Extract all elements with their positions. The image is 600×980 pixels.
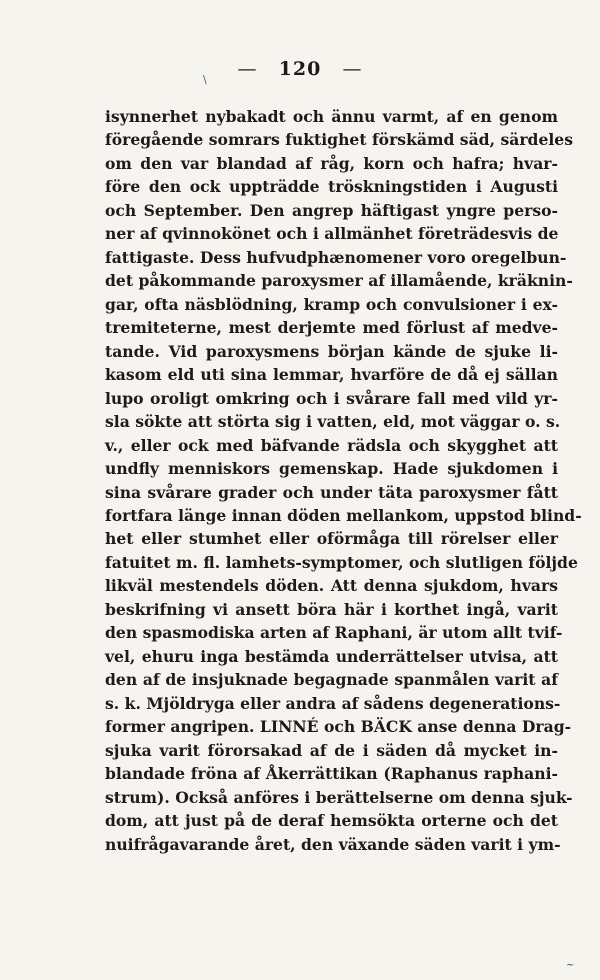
text-line: lupo oroligt omkring och i svårare fall med vild yr- xyxy=(105,388,558,408)
text-line: sla sökte att störta sig i vatten, eld, mot väggar o. s. xyxy=(105,412,561,432)
header-dash-right: — xyxy=(342,58,363,80)
text-line: former angripen. LINNÉ och BÄCK anse denna Drag- xyxy=(105,717,572,737)
text-line: gar, ofta näsblödning, kramp och convulsioner i ex- xyxy=(105,294,558,314)
text-line: tremiteterne, mest derjemte med förlust af medve- xyxy=(105,318,558,338)
text-line: och September. Den angrep häftigast yngre perso- xyxy=(105,200,558,220)
text-line: vel, ehuru inga bestämda underrättelser utvisa, att xyxy=(105,646,558,666)
text-line: den af de insjuknade begagnade spanmålen varit af xyxy=(105,670,558,690)
text-line: likväl mestendels döden. Att denna sjukdom, hvars xyxy=(105,576,558,596)
text-line: sjuka varit förorsakad af de i säden då mycket in- xyxy=(105,740,558,760)
text-line: isynnerhet nybakadt och ännu varmt, af en genom xyxy=(105,107,558,126)
text-line: v., eller ock med bäfvande rädsla och skygghet att xyxy=(105,435,558,455)
text-line: kasom eld uti sina lemmar, hvarföre de då ej sällan xyxy=(105,365,558,385)
text-line: fortfara länge innan döden mellankom, uppstod blind- xyxy=(105,505,582,525)
page-number: 120 xyxy=(278,58,322,80)
page-header xyxy=(0,58,600,80)
text-line: fattigaste. Dess hufvudphænomener voro oregelbun- xyxy=(105,247,567,267)
body-text xyxy=(105,105,582,856)
text-line: ner af qvinnokönet och i allmänhet företrädesvis de xyxy=(105,224,559,244)
text-line: tande. Vid paroxysmens början kände de sjuke li- xyxy=(105,341,558,361)
text-line: undfly menniskors gemenskap. Hade sjukdomen i xyxy=(105,459,558,479)
text-line: het eller stumhet eller oförmåga till rörelser eller xyxy=(105,529,558,549)
stray-print-mark: \ xyxy=(203,73,207,86)
text-line: föregående somrars fuktighet förskämd säd, särdeles xyxy=(105,130,573,150)
text-line: den spasmodiska arten af Raphani, är utom allt tvif- xyxy=(105,623,563,643)
page-corner-mark: ~ xyxy=(566,960,575,971)
text-line: s. k. Mjöldryga eller andra af sådens degenerations- xyxy=(105,693,561,713)
text-line: sina svårare grader och under täta paroxysmer fått xyxy=(105,482,558,502)
text-line: om den var blandad af råg, korn och hafra; hvar- xyxy=(105,153,558,173)
text-line: nuifrågavarande året, den växande säden varit i ym- xyxy=(105,834,561,854)
text-line: det påkommande paroxysmer af illamående, kräknin- xyxy=(105,271,573,291)
text-line: blandade fröna af Åkerrättikan (Raphanus raphani- xyxy=(105,764,558,784)
text-line: beskrifning vi ansett böra här i korthet ingå, varit xyxy=(105,599,558,619)
text-line: fatuitet m. fl. lamhets-symptomer, och slutligen följde xyxy=(105,552,578,572)
text-line: strum). Också anföres i berättelserne om denna sjuk- xyxy=(105,787,573,807)
text-line: dom, att just på de deraf hemsökta orterne och det xyxy=(105,811,558,831)
header-dash-left: — xyxy=(237,58,258,80)
text-line: före den ock uppträdde tröskningstiden i Augusti xyxy=(105,177,558,197)
